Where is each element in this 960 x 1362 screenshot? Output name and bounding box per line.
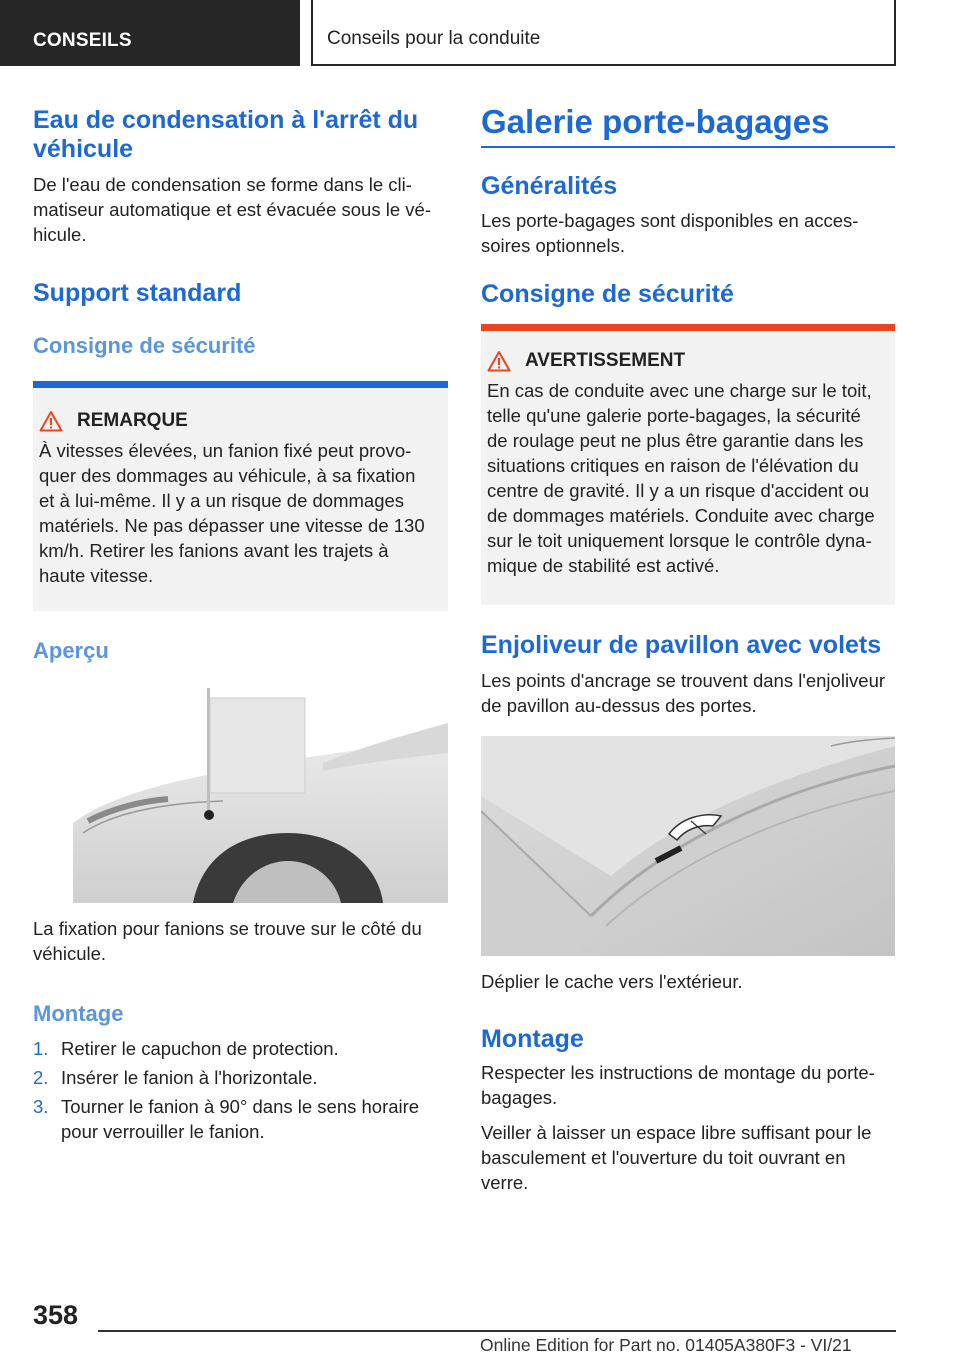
trim-text: Les points d'ancrage se trouvent dans l'enjoliveur de pavillon au-dessus des portes. [481, 670, 886, 716]
notice-bar [33, 381, 448, 388]
notice-text: À vitesses élevées, un fanion fixé peut provoquer des dommages au véhicule, à sa fixation et à lui-même. Il y a un risque de dommages matériels. Ne pas dépasser une vitesse de 130 km/h. Retirer les fanions avant les trajets à haute vitesse. [39, 440, 425, 586]
montage-text-1: Respecter les instructions de montage du porte-bagages. [481, 1062, 875, 1108]
warning-label: AVERTISSEMENT [525, 350, 686, 371]
general-text: Les porte-bagages sont disponibles en accessoires optionnels. [481, 210, 859, 256]
notice-title [39, 410, 434, 432]
support-heading: Support standard [33, 279, 242, 307]
apercu-heading: Aperçu [33, 638, 109, 663]
figure-caption-right: Déplier le cache vers l'extérieur. [481, 971, 743, 992]
right-column [481, 100, 895, 1195]
step-item: 3. Tourner le fanion à 90° dans le sens horaire pour verrouiller le fanion. [33, 1096, 420, 1142]
condensation-text: De l'eau de condensation se forme dans le climatiseur automatique et est évacuée sous le véhicule. [33, 174, 431, 245]
roof-rack-heading: Galerie porte-bagages [481, 103, 830, 140]
montage-steps [33, 1036, 448, 1144]
title-rule [481, 146, 895, 148]
roof-trim-figure [481, 736, 895, 956]
safety-heading-right: Consigne de sécurité [481, 280, 734, 308]
figure-caption-left: La fixation pour fanions se trouve sur le côté du véhicule. [33, 918, 422, 964]
montage-heading-left: Montage [33, 1001, 124, 1026]
warning-title [487, 350, 885, 372]
section-tab: CONSEILS [0, 0, 300, 66]
page-header [0, 0, 960, 66]
flag-holder-figure [73, 683, 448, 903]
chapter-title: Conseils pour la conduite [311, 0, 896, 66]
edition-text: Online Edition for Part no. 01405A380F3 - VI/21 [480, 1335, 852, 1355]
car-flag-illustration [73, 683, 448, 903]
notice-box [33, 381, 448, 611]
general-heading: Généralités [481, 172, 618, 200]
warning-triangle-icon [39, 410, 63, 432]
roof-trim-illustration [481, 736, 895, 956]
notice-label: REMARQUE [77, 410, 188, 431]
page-number: 358 [33, 1300, 79, 1330]
warning-box [481, 324, 895, 605]
step-item: 2. Insérer le fanion à l'horizontale. [33, 1067, 318, 1088]
step-item: 1. Retirer le capuchon de protection. [33, 1038, 339, 1059]
montage-heading-right: Montage [481, 1025, 584, 1053]
warning-text: En cas de conduite avec une charge sur le toit, telle qu'une galerie porte-bagages, la sécurité de roulage peut ne plus être garantie dans les situations critiques en raison de l'élévation du centre de gravité. Il y a un risque d'accident ou de dommages matériels. Conduite avec charge sur le toit uniquement lorsque le contrôle dynamique de stabilité est activé. [487, 380, 875, 576]
trim-heading: Enjoliveur de pavillon avec volets [481, 631, 882, 659]
left-column [33, 100, 448, 1148]
safety-heading-left: Consigne de sécurité [33, 333, 256, 358]
warning-triangle-icon [487, 350, 511, 372]
condensation-heading: Eau de condensation à l'arrêt du véhicule [33, 106, 419, 163]
montage-text-2: Veiller à laisser un espace libre suffisant pour le basculement et l'ouverture du toit ouvrant en verre. [481, 1122, 872, 1193]
footer-rule [98, 1330, 896, 1332]
warning-bar [481, 324, 895, 331]
